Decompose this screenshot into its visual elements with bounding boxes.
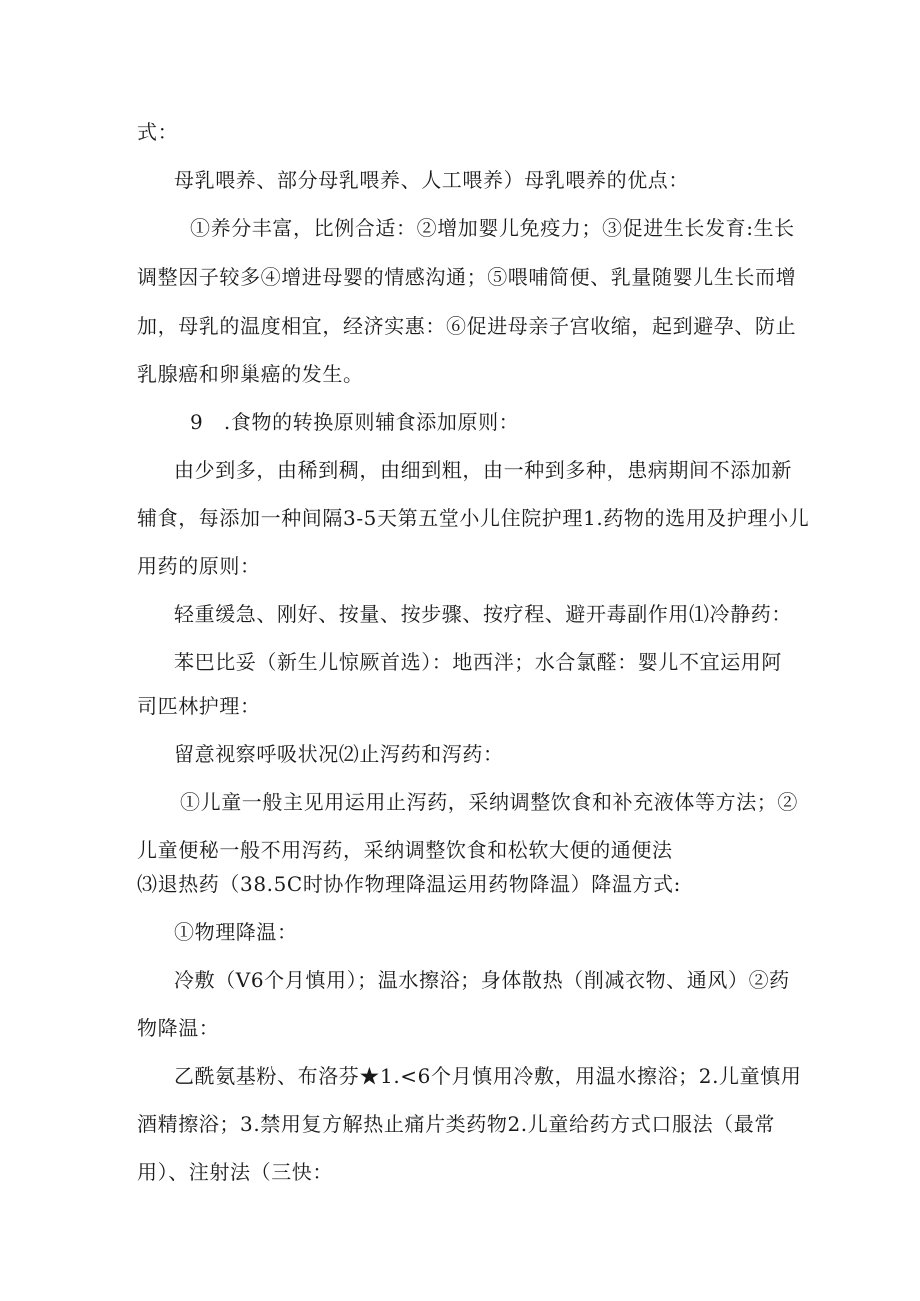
text-line: 留意视察呼吸状况⑵止泻药和泻药： [174,742,504,766]
text-line: 酒精擦浴；3.禁用复方解热止痛片类药物2.儿童给药方式口服法（最常 [137,1112,775,1136]
text-line: 轻重缓急、刚好、按量、按步骤、按疗程、避开毒副作用⑴冷静药： [174,602,792,626]
text-line: 调整因子较多④增进母婴的情感沟通；⑤喂哺简便、乳量随婴儿生长而增 [137,265,797,289]
text-line: 辅食，每添加一种间隔3-5天第五堂小儿住院护理1.药物的选用及护理小儿 [137,506,810,530]
text-line: 乙酰氨基粉、布洛芬★1.<6个月慎用冷敷，用温水擦浴；2.儿童慎用 [174,1064,802,1088]
text-line: 9 .食物的转换原则辅食添加原则： [190,410,520,434]
text-line: 用）、注射法（三快： [137,1160,333,1184]
text-line: 物降温： [137,1016,220,1040]
text-line: ①物理降温： [174,920,298,944]
text-line: 苯巴比妥（新生儿惊厥首选）：地西泮；水合氯醛：婴儿不宜运用阿 [174,650,782,674]
text-line: ①养分丰富，比例合适：②增加婴儿免疫力；③促进生长发育:生长 [190,216,795,240]
text-line: 司匹林护理： [137,694,261,718]
text-line: 由少到多，由稀到稠，由细到粗，由一种到多种，患病期间不添加新 [174,458,792,482]
text-line: 冷敷（V6个月慎用）；温水擦浴；身体散热（削减衣物、通风）②药 [174,968,790,992]
text-line: ①儿童一般主见用运用止泻药，采纳调整饮食和补充液体等方法；② [180,790,798,814]
text-line: ⑶退热药（38.5C时协作物理降温运用药物降温）降温方式: [137,872,681,896]
text-line: 加，母乳的温度相宜，经济实惠：⑥促进母亲子宫收缩，起到避孕、防止 [137,314,797,338]
text-line: 乳腺癌和卵巢癌的发生。 [137,362,364,386]
text-line: 儿童便秘一般不用泻药，采纳调整饮食和松软大便的通便法 [137,838,673,862]
text-line: 式： [137,120,179,144]
text-line: 母乳喂养、部分母乳喂养、人工喂养）母乳喂养的优点： [174,168,689,192]
text-line: 用药的原则： [137,554,261,578]
